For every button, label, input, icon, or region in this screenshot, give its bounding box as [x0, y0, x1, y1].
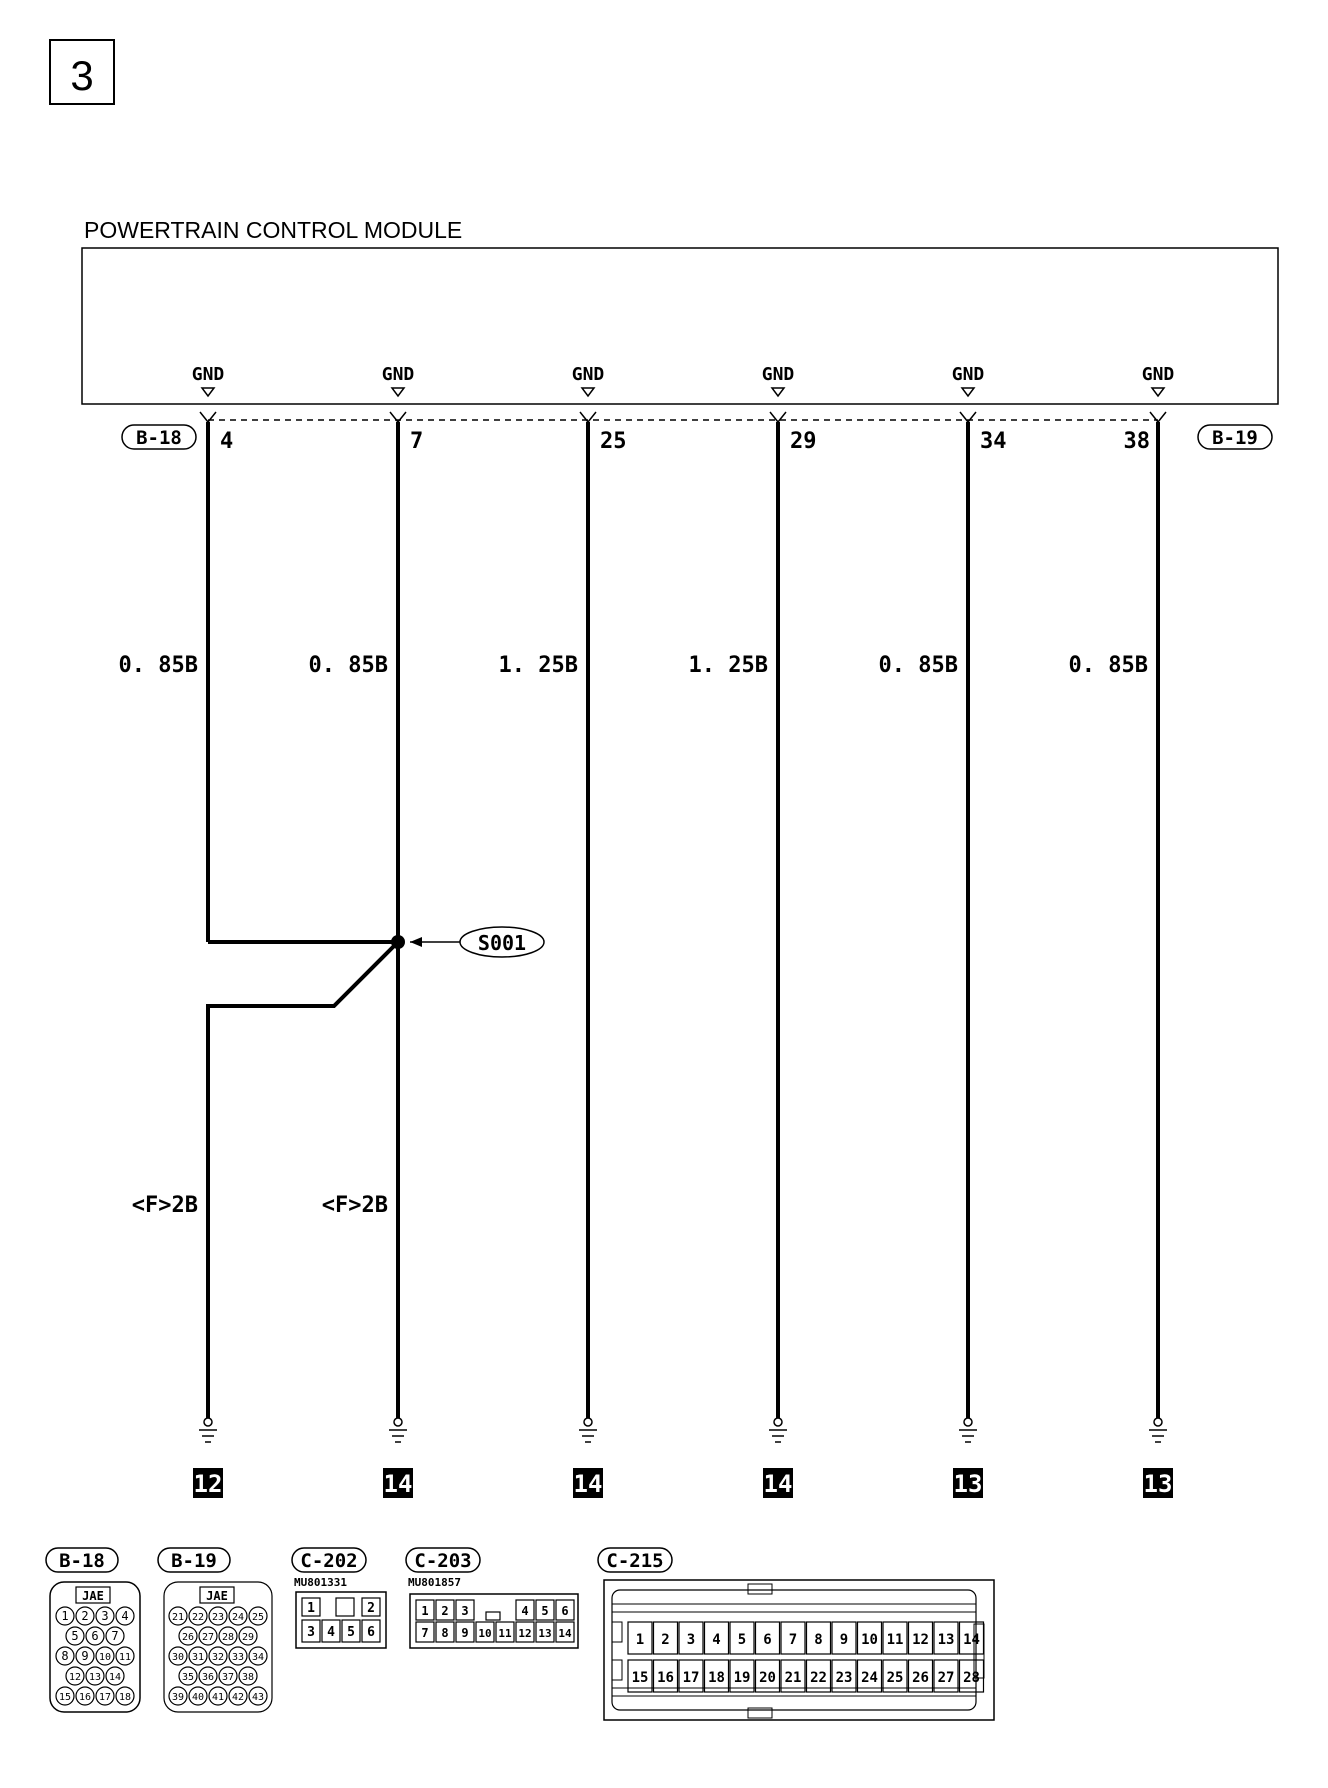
connector-view-c203	[408, 1576, 578, 1648]
svg-text:8: 8	[441, 1626, 449, 1640]
connector-view-c202	[294, 1576, 386, 1648]
svg-text:22: 22	[191, 1612, 205, 1623]
svg-text:10: 10	[861, 1632, 878, 1648]
page-number: 3	[70, 52, 94, 99]
svg-text:7: 7	[421, 1626, 429, 1640]
splice-s001	[391, 927, 544, 957]
svg-text:4: 4	[121, 1609, 129, 1623]
module-box	[82, 248, 1278, 404]
svg-text:3: 3	[101, 1609, 109, 1623]
pin-number: 4	[220, 429, 234, 454]
connector-view-title-b19	[158, 1548, 230, 1572]
terminal-29	[689, 364, 817, 1498]
wire-spec-label: 0. 85B	[1068, 653, 1148, 678]
connector-view-title-c202	[292, 1548, 366, 1572]
svg-text:15: 15	[58, 1692, 72, 1703]
svg-text:6: 6	[763, 1632, 772, 1648]
svg-text:19: 19	[733, 1670, 751, 1686]
svg-text:34: 34	[251, 1652, 265, 1663]
svg-text:13: 13	[937, 1632, 955, 1648]
svg-text:21: 21	[784, 1670, 802, 1686]
svg-text:8: 8	[61, 1649, 69, 1663]
svg-text:7: 7	[788, 1632, 798, 1648]
connector-view-c215	[604, 1580, 994, 1720]
ground-ref-number: 14	[573, 1470, 603, 1498]
svg-text:18: 18	[118, 1692, 132, 1703]
ground-icon	[204, 1418, 212, 1426]
svg-text:2: 2	[661, 1632, 670, 1648]
gnd-label: GND	[571, 364, 605, 385]
connector-view-title-c215	[598, 1548, 672, 1572]
page-number-box	[50, 40, 114, 104]
svg-text:14: 14	[558, 1627, 572, 1640]
pin-number: 34	[980, 429, 1007, 454]
svg-text:43: 43	[251, 1692, 265, 1703]
ground-ref-number: 13	[1143, 1470, 1173, 1498]
terminal-4	[119, 364, 234, 1498]
wire-spec-label: 1. 25B	[688, 653, 768, 678]
svg-text:MU801857: MU801857	[408, 1576, 461, 1589]
gnd-triangle-icon	[1152, 388, 1164, 396]
gnd-label: GND	[191, 364, 225, 385]
svg-text:5: 5	[541, 1604, 549, 1618]
svg-text:12: 12	[518, 1627, 532, 1640]
module-title: POWERTRAIN CONTROL MODULE	[84, 217, 463, 243]
svg-text:1: 1	[307, 1601, 315, 1616]
svg-text:40: 40	[191, 1692, 205, 1703]
svg-text:36: 36	[201, 1672, 215, 1683]
splice-label: S001	[477, 931, 527, 955]
svg-text:25: 25	[251, 1612, 265, 1623]
svg-text:42: 42	[231, 1692, 245, 1703]
pin-number: 25	[600, 429, 627, 454]
connector-label-b18	[122, 425, 196, 449]
gnd-label: GND	[761, 364, 795, 385]
svg-text:2: 2	[367, 1601, 375, 1616]
svg-text:18: 18	[708, 1670, 725, 1686]
svg-text:23: 23	[835, 1670, 853, 1686]
terminal-34	[879, 364, 1007, 1498]
svg-text:JAE: JAE	[82, 1589, 104, 1603]
svg-text:35: 35	[181, 1672, 195, 1683]
svg-text:14: 14	[963, 1632, 980, 1648]
svg-text:31: 31	[191, 1652, 205, 1663]
svg-text:C-203: C-203	[414, 1550, 472, 1572]
svg-text:1: 1	[635, 1632, 645, 1648]
svg-text:32: 32	[211, 1652, 225, 1663]
pin-number: 38	[1123, 429, 1150, 454]
pin-number: 7	[410, 429, 424, 454]
lower-wire-label-1: <F>2B	[131, 1193, 198, 1218]
svg-text:5: 5	[347, 1625, 355, 1640]
svg-text:4: 4	[327, 1625, 335, 1640]
svg-text:7: 7	[111, 1629, 119, 1643]
svg-text:21: 21	[171, 1612, 185, 1623]
wires-layer	[119, 364, 1175, 1498]
svg-text:4: 4	[712, 1632, 721, 1648]
svg-text:B-19: B-19	[171, 1550, 217, 1572]
svg-text:16: 16	[657, 1670, 674, 1686]
svg-text:11: 11	[886, 1632, 904, 1648]
svg-text:28: 28	[221, 1632, 235, 1643]
svg-text:25: 25	[886, 1670, 904, 1686]
ground-icon	[1154, 1418, 1162, 1426]
ground-icon	[584, 1418, 592, 1426]
svg-text:13: 13	[538, 1627, 552, 1640]
svg-text:11: 11	[498, 1627, 512, 1640]
svg-text:24: 24	[231, 1612, 245, 1623]
gnd-triangle-icon	[582, 388, 594, 396]
terminal-7	[309, 364, 424, 1498]
svg-text:C-202: C-202	[300, 1550, 358, 1572]
connector-view-b19	[164, 1582, 272, 1712]
wire-spec-label: 1. 25B	[498, 653, 578, 678]
svg-text:5: 5	[71, 1629, 79, 1643]
svg-text:20: 20	[759, 1670, 776, 1686]
wire-spec-label: 0. 85B	[878, 653, 958, 678]
svg-text:11: 11	[118, 1652, 132, 1663]
svg-text:33: 33	[231, 1652, 245, 1663]
svg-text:9: 9	[461, 1626, 469, 1640]
gnd-label: GND	[381, 364, 415, 385]
gnd-triangle-icon	[202, 388, 214, 396]
svg-text:28: 28	[963, 1670, 980, 1686]
connector-views	[46, 1548, 994, 1720]
svg-text:4: 4	[521, 1604, 529, 1618]
gnd-triangle-icon	[772, 388, 784, 396]
connector-view-title-b18	[46, 1548, 118, 1572]
gnd-triangle-icon	[392, 388, 404, 396]
svg-text:9: 9	[81, 1649, 89, 1663]
svg-text:22: 22	[810, 1670, 827, 1686]
ground-ref-number: 14	[383, 1470, 413, 1498]
lower-wire-label-2: <F>2B	[321, 1193, 388, 1218]
ground-icon	[394, 1418, 402, 1426]
svg-text:C-215: C-215	[606, 1550, 664, 1572]
connector-label-b19	[1198, 425, 1272, 449]
svg-text:9: 9	[839, 1632, 849, 1648]
pin-number: 29	[790, 429, 817, 454]
svg-text:B-18: B-18	[59, 1550, 105, 1572]
svg-text:26: 26	[912, 1670, 929, 1686]
svg-text:1: 1	[421, 1604, 429, 1618]
ground-icon	[964, 1418, 972, 1426]
svg-text:B-19: B-19	[1212, 427, 1258, 449]
svg-text:27: 27	[937, 1670, 955, 1686]
svg-text:27: 27	[201, 1632, 215, 1643]
svg-text:12: 12	[68, 1672, 82, 1683]
connector-view-title-c203	[406, 1548, 480, 1572]
svg-text:2: 2	[441, 1604, 449, 1618]
svg-text:12: 12	[912, 1632, 929, 1648]
svg-text:24: 24	[861, 1670, 878, 1686]
svg-text:17: 17	[98, 1692, 112, 1703]
svg-text:10: 10	[98, 1652, 112, 1663]
svg-text:3: 3	[686, 1632, 696, 1648]
ground-ref-number: 12	[193, 1470, 223, 1498]
svg-text:MU801331: MU801331	[294, 1576, 347, 1589]
svg-text:13: 13	[88, 1672, 102, 1683]
svg-text:30: 30	[171, 1652, 185, 1663]
svg-text:3: 3	[307, 1625, 315, 1640]
svg-text:10: 10	[478, 1627, 492, 1640]
gnd-label: GND	[951, 364, 985, 385]
svg-text:26: 26	[181, 1632, 195, 1643]
svg-text:29: 29	[241, 1632, 255, 1643]
svg-text:17: 17	[682, 1670, 700, 1686]
svg-text:15: 15	[631, 1670, 649, 1686]
wire-splice-to-ground-12	[208, 942, 398, 1418]
svg-text:16: 16	[78, 1692, 92, 1703]
svg-text:23: 23	[211, 1612, 225, 1623]
svg-text:B-18: B-18	[136, 427, 182, 449]
svg-text:3: 3	[461, 1604, 469, 1618]
wire-spec-label: 0. 85B	[118, 653, 198, 678]
svg-text:41: 41	[211, 1692, 225, 1703]
svg-text:5: 5	[737, 1632, 747, 1648]
svg-text:8: 8	[814, 1632, 823, 1648]
gnd-triangle-icon	[962, 388, 974, 396]
svg-text:6: 6	[561, 1604, 569, 1618]
svg-text:6: 6	[91, 1629, 99, 1643]
ground-icon	[774, 1418, 782, 1426]
ground-ref-number: 13	[953, 1470, 983, 1498]
svg-text:JAE: JAE	[206, 1589, 228, 1603]
svg-text:2: 2	[81, 1609, 89, 1623]
ground-ref-number: 14	[763, 1470, 793, 1498]
svg-text:14: 14	[108, 1672, 122, 1683]
svg-text:1: 1	[61, 1609, 69, 1623]
svg-text:37: 37	[221, 1672, 235, 1683]
svg-text:38: 38	[241, 1672, 255, 1683]
pin-cell	[336, 1598, 354, 1616]
svg-text:6: 6	[367, 1625, 375, 1640]
wire-spec-label: 0. 85B	[308, 653, 388, 678]
connector-view-b18	[50, 1582, 140, 1712]
svg-text:39: 39	[171, 1692, 185, 1703]
gnd-label: GND	[1141, 364, 1175, 385]
